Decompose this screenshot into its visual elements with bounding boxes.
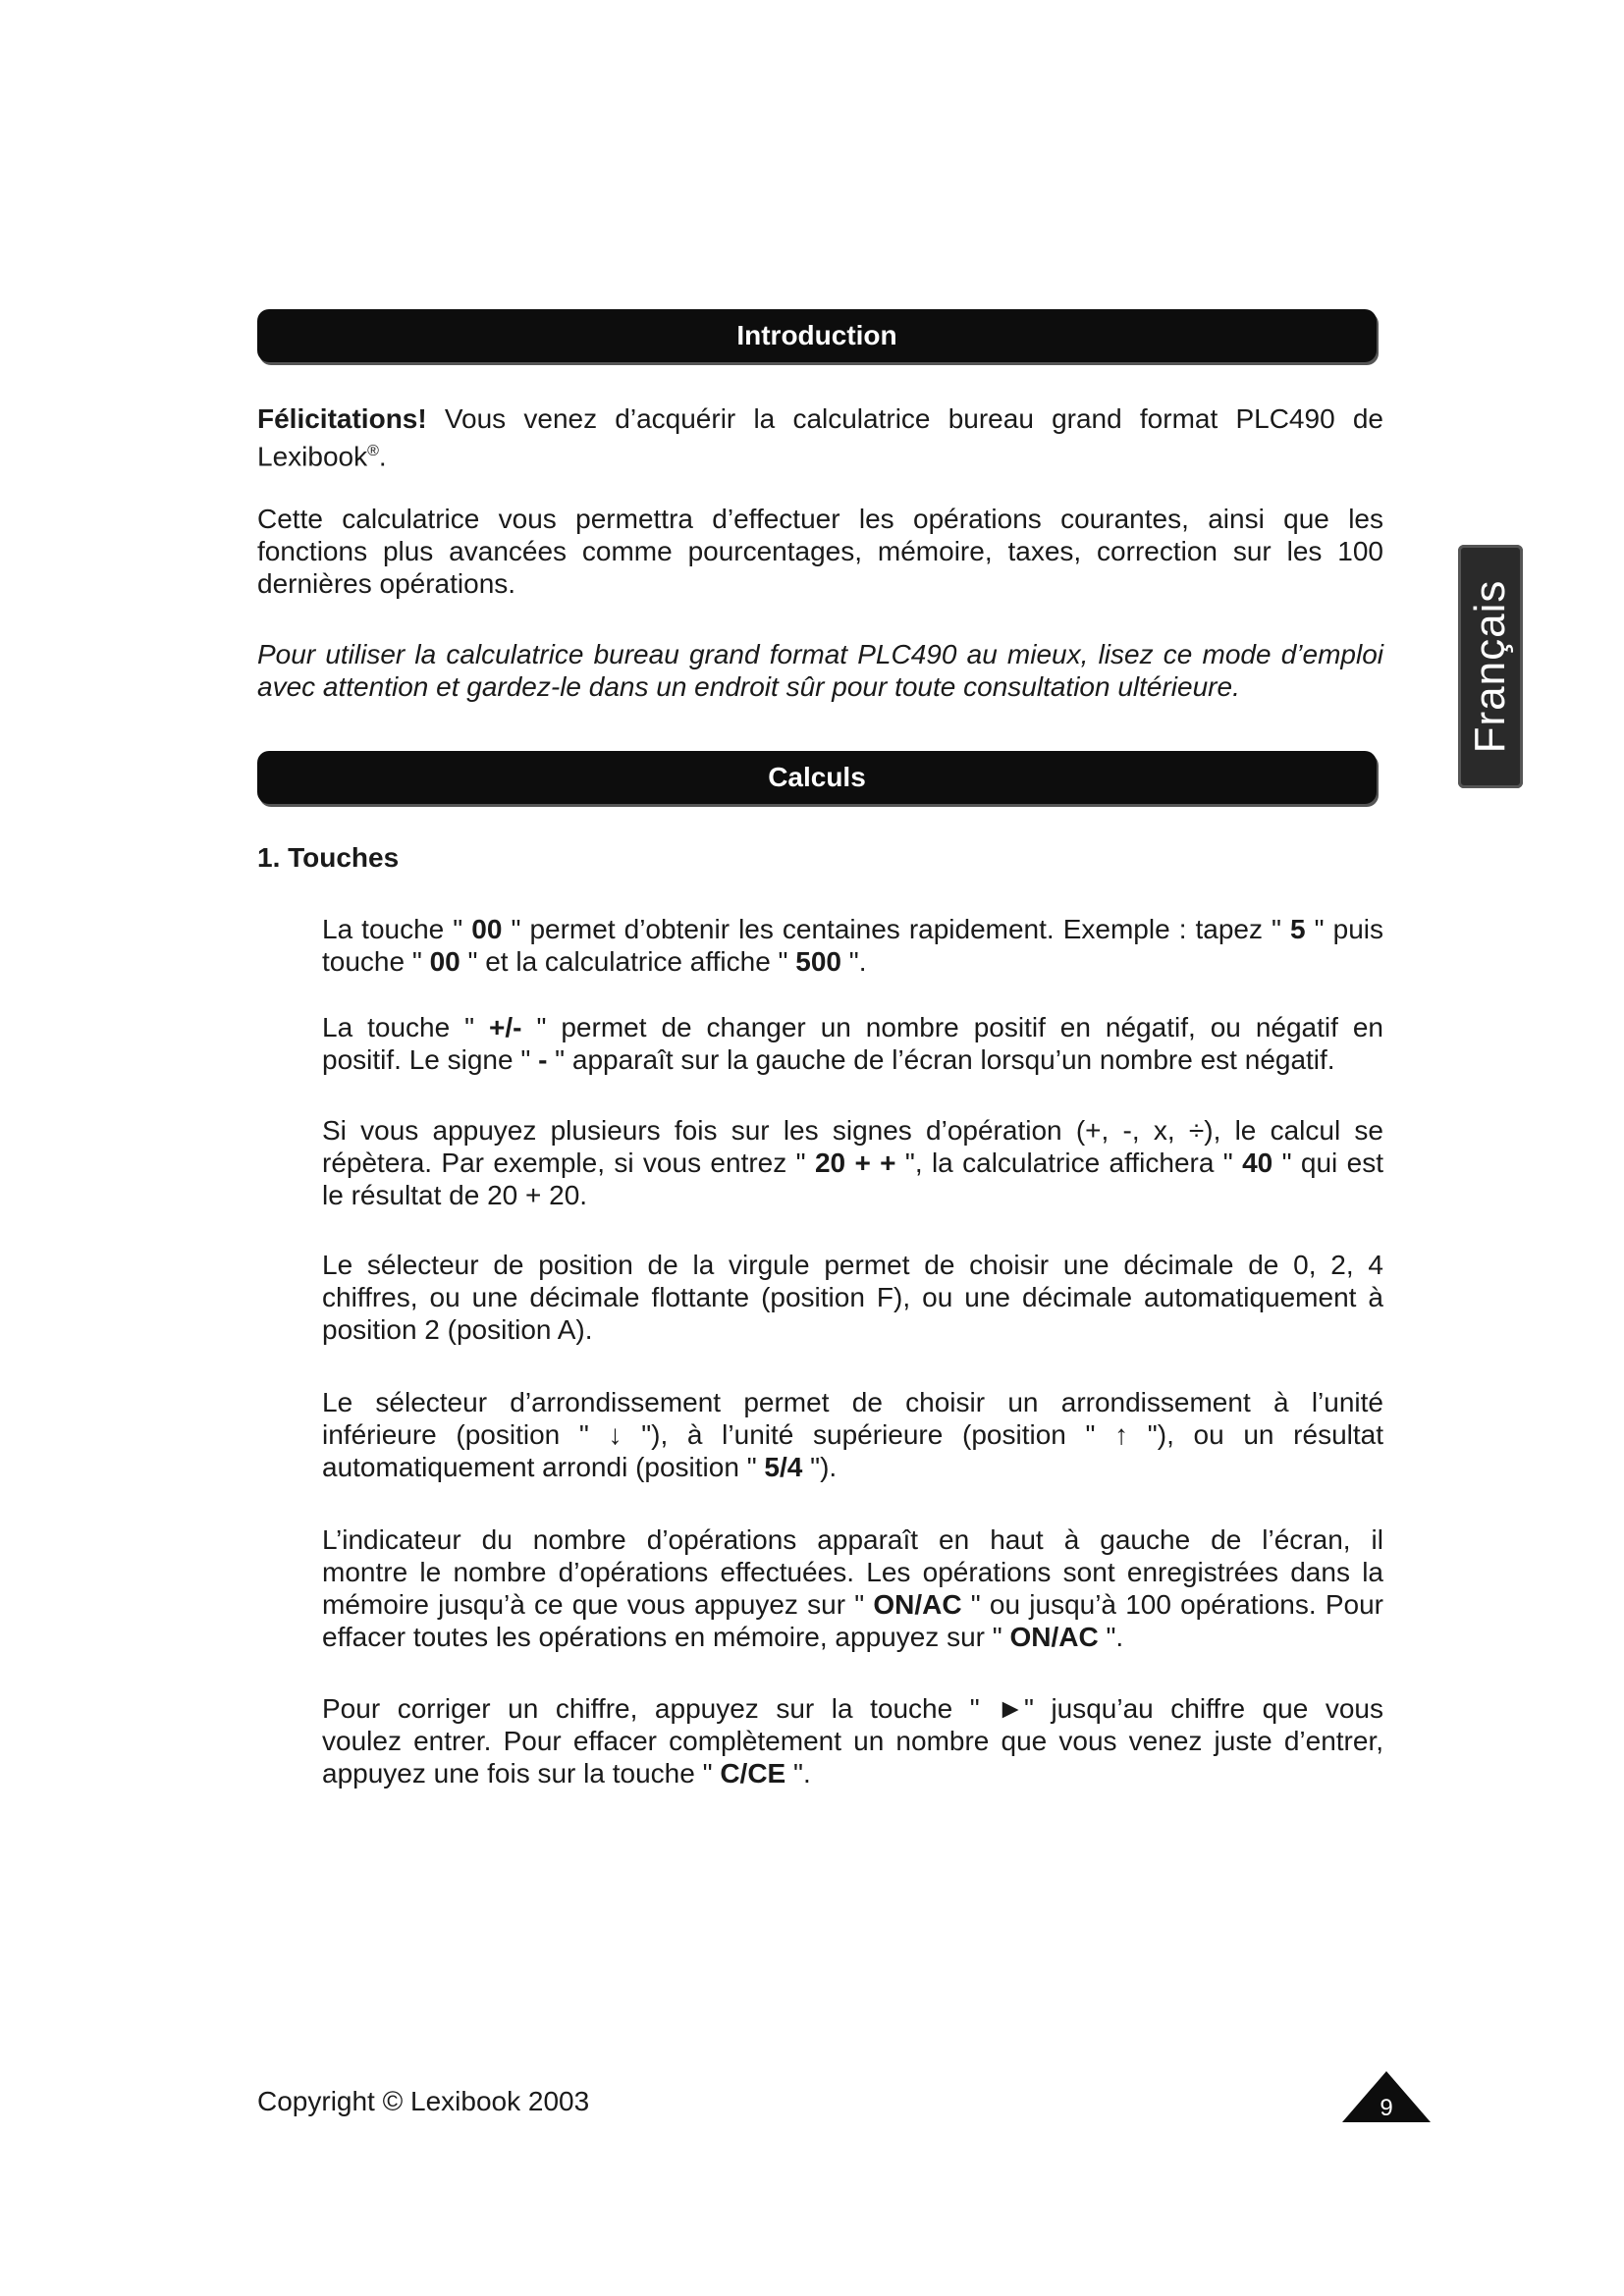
paragraph-sign-key: La touche " +/- " permet de changer un nombre positif en négatif, ou négatif en positif. Le signe " - " apparaît sur la gauche de l’écran lorsqu’un nombre est négatif. — [322, 1012, 1383, 1075]
footer-copyright: Copyright © Lexibook 2003 — [257, 2086, 590, 2116]
language-tab-label: Français — [1466, 579, 1514, 754]
page-number: 9 — [1380, 2095, 1393, 2121]
intro-paragraph-3: Pour utiliser la calculatrice bureau grand format PLC490 au mieux, lisez ce mode d’emploi avec attention et gardez-le dans un endroit sûr pour toute consultation ultérieure. — [257, 639, 1383, 702]
section-title: Introduction — [736, 320, 897, 350]
section-header-calculs — [257, 751, 1377, 804]
page-number-triangle-icon — [1340, 2069, 1433, 2124]
language-tab — [1458, 545, 1523, 788]
intro-paragraph-2: Cette calculatrice vous permettra d’effectuer les opérations courantes, ainsi que les fonctions plus avancées comme pourcentages, mémoire, taxes, correction sur les 100 dernières opérations. — [257, 504, 1383, 599]
section-header-introduction — [257, 309, 1377, 362]
paragraph-rounding-selector: Le sélecteur d’arrondissement permet de choisir un arrondissement à l’unité inférieure (position " ↓ "), à l’unité supérieure (position " ↑ "), ou un résultat automatiquement arrondi (position " 5/4 "). — [322, 1387, 1383, 1482]
bold-text: Félicitations! — [257, 403, 427, 434]
paragraph-correction: Pour corriger un chiffre, appuyez sur la touche " ►" jusqu’au chiffre que vous voulez entrer. Pour effacer complètement un nombre que vous venez juste d’entrer, appuyez une fois sur la touche " C/CE ". — [322, 1693, 1383, 1789]
paragraph-decimal-selector: Le sélecteur de position de la virgule permet de choisir une décimale de 0, 2, 4 chiffres, ou une décimale flottante (position F), ou une décimale automatiquement à position 2 (position A). — [322, 1250, 1383, 1345]
paragraph-00-key: La touche " 00 " permet d’obtenir les centaines rapidement. Exemple : tapez " 5 " puis touche " 00 " et la calculatrice affiche " 500 ". — [322, 914, 1383, 977]
intro-paragraph-1: Félicitations! Vous venez d’acquérir la calculatrice bureau grand format PLC490 de Lexibook®. — [257, 403, 1383, 472]
subsection-title: 1. Touches — [257, 842, 400, 873]
section-title: Calculs — [768, 762, 866, 792]
paragraph-operation-counter: L’indicateur du nombre d’opérations apparaît en haut à gauche de l’écran, il montre le nombre d’opérations effectuées. Les opérations sont enregistrées dans la mémoire jusqu’à ce que vous appuyez sur " ON/AC " ou jusqu’à 100 opérations. Pour effacer toutes les opérations en mémoire, appuyez sur " ON/AC ". — [322, 1524, 1383, 1652]
paragraph-repeat-operation: Si vous appuyez plusieurs fois sur les signes d’opération (+, -, x, ÷), le calcul se répètera. Par exemple, si vous entrez " 20 + + ", la calculatrice affichera " 40 " qui est le résultat de 20 + 20. — [322, 1115, 1383, 1210]
